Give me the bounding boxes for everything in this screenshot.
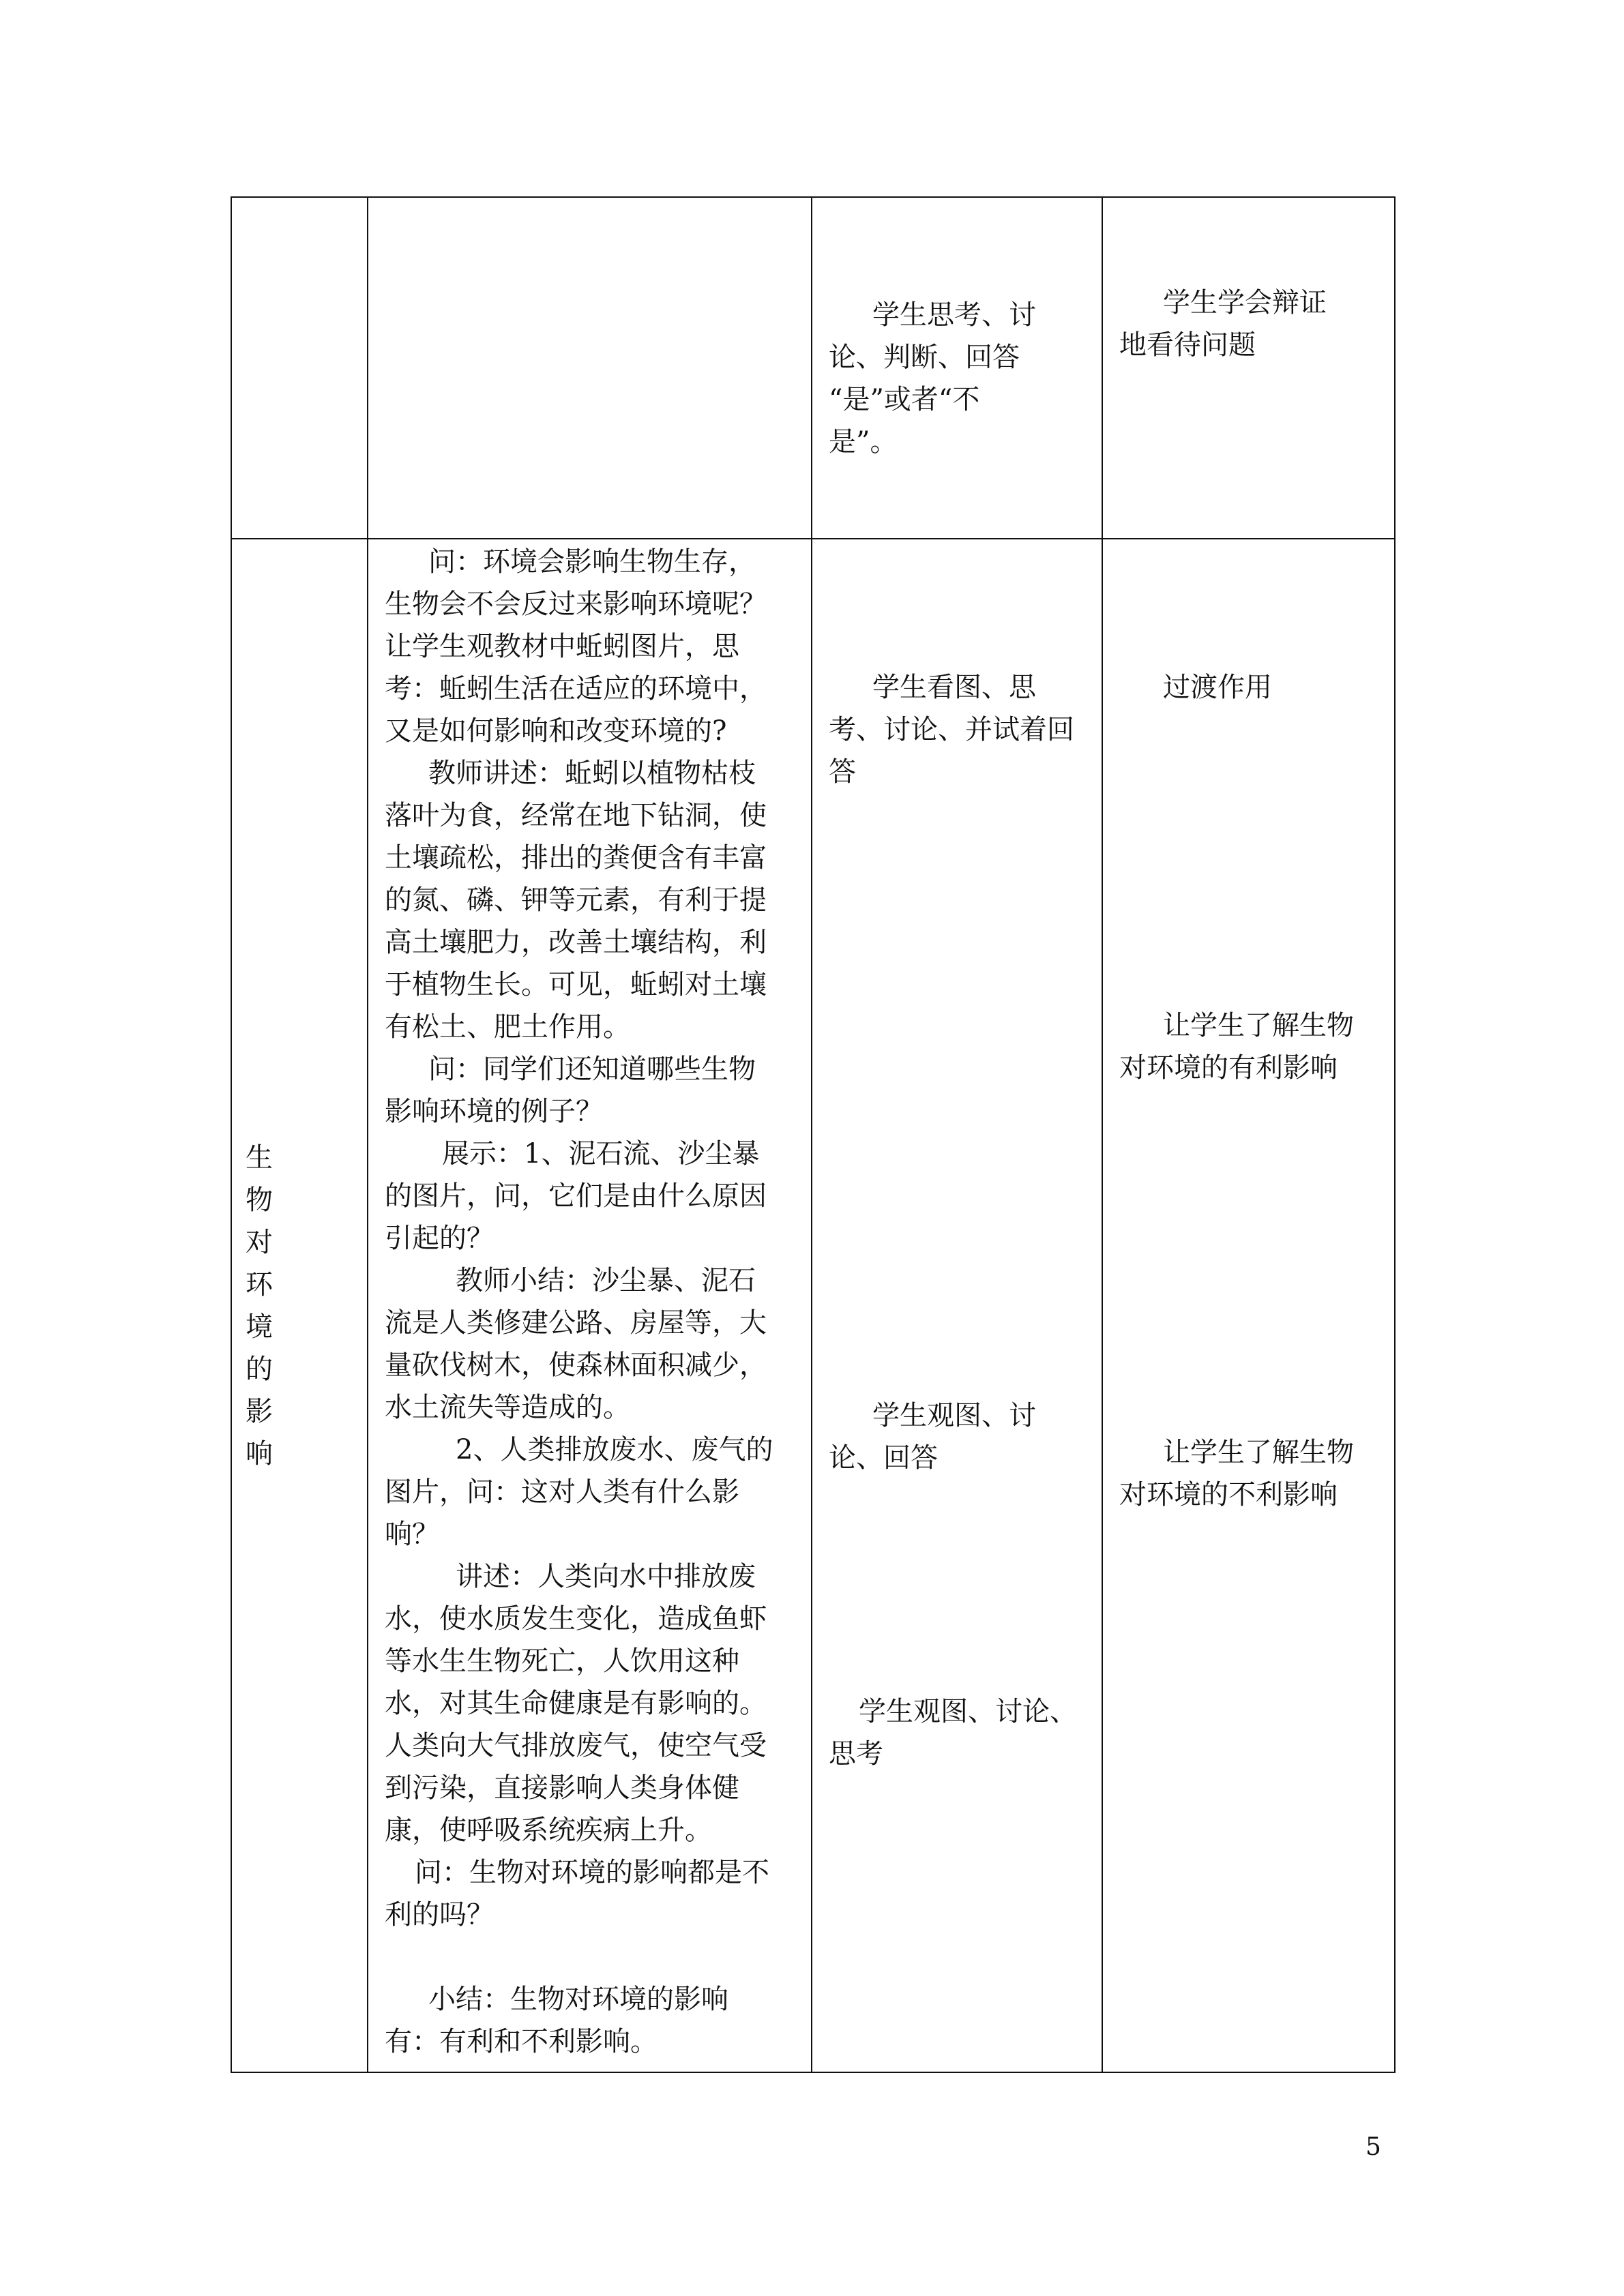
cell-topic-empty bbox=[231, 197, 368, 539]
cell-teacher-empty bbox=[368, 197, 812, 539]
text-line: 学生学会辩证 bbox=[1163, 286, 1327, 318]
text-char: 物 bbox=[246, 1184, 273, 1216]
text-char: 响 bbox=[246, 1437, 273, 1470]
cell-topic bbox=[231, 539, 368, 2072]
student-activity-block-3 bbox=[829, 1690, 1088, 1775]
text-line: 流是人类修建公路、房屋等，大 bbox=[385, 1307, 767, 1339]
text-line: 地看待问题 bbox=[1119, 329, 1256, 361]
text-line: 论、判断、回答 bbox=[829, 341, 1020, 373]
cell-design-intent bbox=[1102, 539, 1395, 2072]
text-line: 有松土、肥土作用。 bbox=[385, 1011, 630, 1043]
design-intent-block-3 bbox=[1119, 1431, 1381, 1516]
text-line: 生物会不会反过来影响环境呢？ bbox=[385, 588, 767, 620]
text-line: 答 bbox=[829, 756, 856, 788]
text-line: 问：生物对环境的影响都是不 bbox=[415, 1857, 769, 1888]
text-line: 康，使呼吸系统疾病上升。 bbox=[385, 1815, 712, 1846]
text-line: 让学生了解生物 bbox=[1163, 1010, 1354, 1041]
text-line: 土壤疏松，排出的粪便含有丰富 bbox=[385, 842, 767, 874]
text-line: 过渡作用 bbox=[1163, 672, 1272, 703]
text-line: 水，对其生命健康是有影响的。 bbox=[385, 1688, 767, 1719]
text-line: 水土流失等造成的。 bbox=[385, 1392, 630, 1423]
text-char: 生 bbox=[246, 1142, 273, 1174]
text-line: 学生观图、讨论、 bbox=[859, 1696, 1077, 1727]
table-row bbox=[231, 539, 1395, 2072]
blank-line bbox=[385, 1936, 795, 1978]
text-line: 影响环境的例子？ bbox=[385, 1096, 603, 1127]
text-line: 学生思考、讨 bbox=[872, 299, 1036, 331]
text-line: 高土壤肥力，改善土壤结构，利 bbox=[385, 927, 767, 958]
text-line: 2、人类排放废水、废气的 bbox=[456, 1434, 773, 1465]
text-line: 是”。 bbox=[829, 426, 898, 458]
text-line: “是”或者“不 bbox=[829, 383, 980, 415]
cell-teacher-activity bbox=[368, 539, 812, 2072]
text-line: 对环境的有利影响 bbox=[1119, 1052, 1338, 1084]
text-line: 响？ bbox=[385, 1519, 439, 1550]
text-char: 境 bbox=[246, 1311, 273, 1343]
cell-student-activity bbox=[812, 539, 1102, 2072]
text-line: 等水生生物死亡，人饮用这种 bbox=[385, 1645, 739, 1677]
text-line: 又是如何影响和改变环境的? bbox=[385, 715, 727, 747]
cell-student-activity bbox=[812, 197, 1102, 539]
text-line: 教师小结：沙尘暴、泥石 bbox=[456, 1265, 756, 1296]
text-line: 讲述：人类向水中排放废 bbox=[456, 1561, 756, 1592]
text-line: 教师讲述：蚯蚓以植物枯枝 bbox=[428, 758, 756, 789]
text-line: 问：环境会影响生物生存， bbox=[428, 546, 756, 578]
text-line: 考：蚯蚓生活在适应的环境中， bbox=[385, 673, 767, 704]
text-char: 对 bbox=[246, 1226, 273, 1258]
text-line: 思考 bbox=[829, 1738, 883, 1770]
text-line: 人类向大气排放废气，使空气受 bbox=[385, 1730, 767, 1761]
text-char: 影 bbox=[246, 1395, 273, 1427]
text-line: 水，使水质发生变化，造成鱼虾 bbox=[385, 1603, 767, 1635]
text-line: 问：同学们还知道哪些生物 bbox=[428, 1054, 756, 1085]
lesson-plan-table bbox=[231, 196, 1396, 2073]
design-intent-block-1 bbox=[1119, 666, 1381, 709]
page-number: 5 bbox=[1365, 2133, 1381, 2161]
table-row bbox=[231, 197, 1395, 539]
text-line: 对环境的不利影响 bbox=[1119, 1479, 1338, 1510]
text-line: 让学生了解生物 bbox=[1163, 1437, 1354, 1468]
text-char: 的 bbox=[246, 1353, 273, 1385]
text-line: 引起的？ bbox=[385, 1223, 494, 1254]
text-line: 学生看图、思 bbox=[872, 672, 1036, 703]
text-line: 图片，问：这对人类有什么影 bbox=[385, 1476, 739, 1508]
text-line: 于植物生长。可见，蚯蚓对土壤 bbox=[385, 969, 767, 1000]
student-activity-block-2 bbox=[829, 1395, 1088, 1479]
text-line: 量砍伐树木，使森林面积减少， bbox=[385, 1350, 767, 1381]
text-line: 的氮、磷、钾等元素，有利于提 bbox=[385, 884, 767, 916]
text-line: 考、讨论、并试着回 bbox=[829, 714, 1074, 745]
topic-vertical-text bbox=[232, 1137, 367, 1475]
cell-design-intent bbox=[1102, 197, 1395, 539]
text-line: 有：有利和不利影响。 bbox=[385, 2026, 658, 2057]
design-intent-block-2 bbox=[1119, 1004, 1381, 1089]
text-char: 环 bbox=[246, 1268, 273, 1300]
text-line: 落叶为食，经常在地下钻洞，使 bbox=[385, 800, 767, 831]
text-line: 学生观图、讨 bbox=[872, 1400, 1036, 1431]
text-line: 让学生观教材中蚯蚓图片，思 bbox=[385, 631, 739, 662]
text-line: 论、回答 bbox=[829, 1442, 938, 1474]
student-activity-block-1 bbox=[829, 666, 1088, 793]
text-line: 利的吗？ bbox=[385, 1899, 494, 1930]
text-line: 到污染，直接影响人类身体健 bbox=[385, 1772, 739, 1804]
text-line: 小结：生物对环境的影响 bbox=[428, 1984, 728, 2015]
text-line: 展示：1、泥石流、沙尘暴 bbox=[442, 1138, 760, 1169]
text-line: 的图片，问，它们是由什么原因 bbox=[385, 1180, 767, 1212]
